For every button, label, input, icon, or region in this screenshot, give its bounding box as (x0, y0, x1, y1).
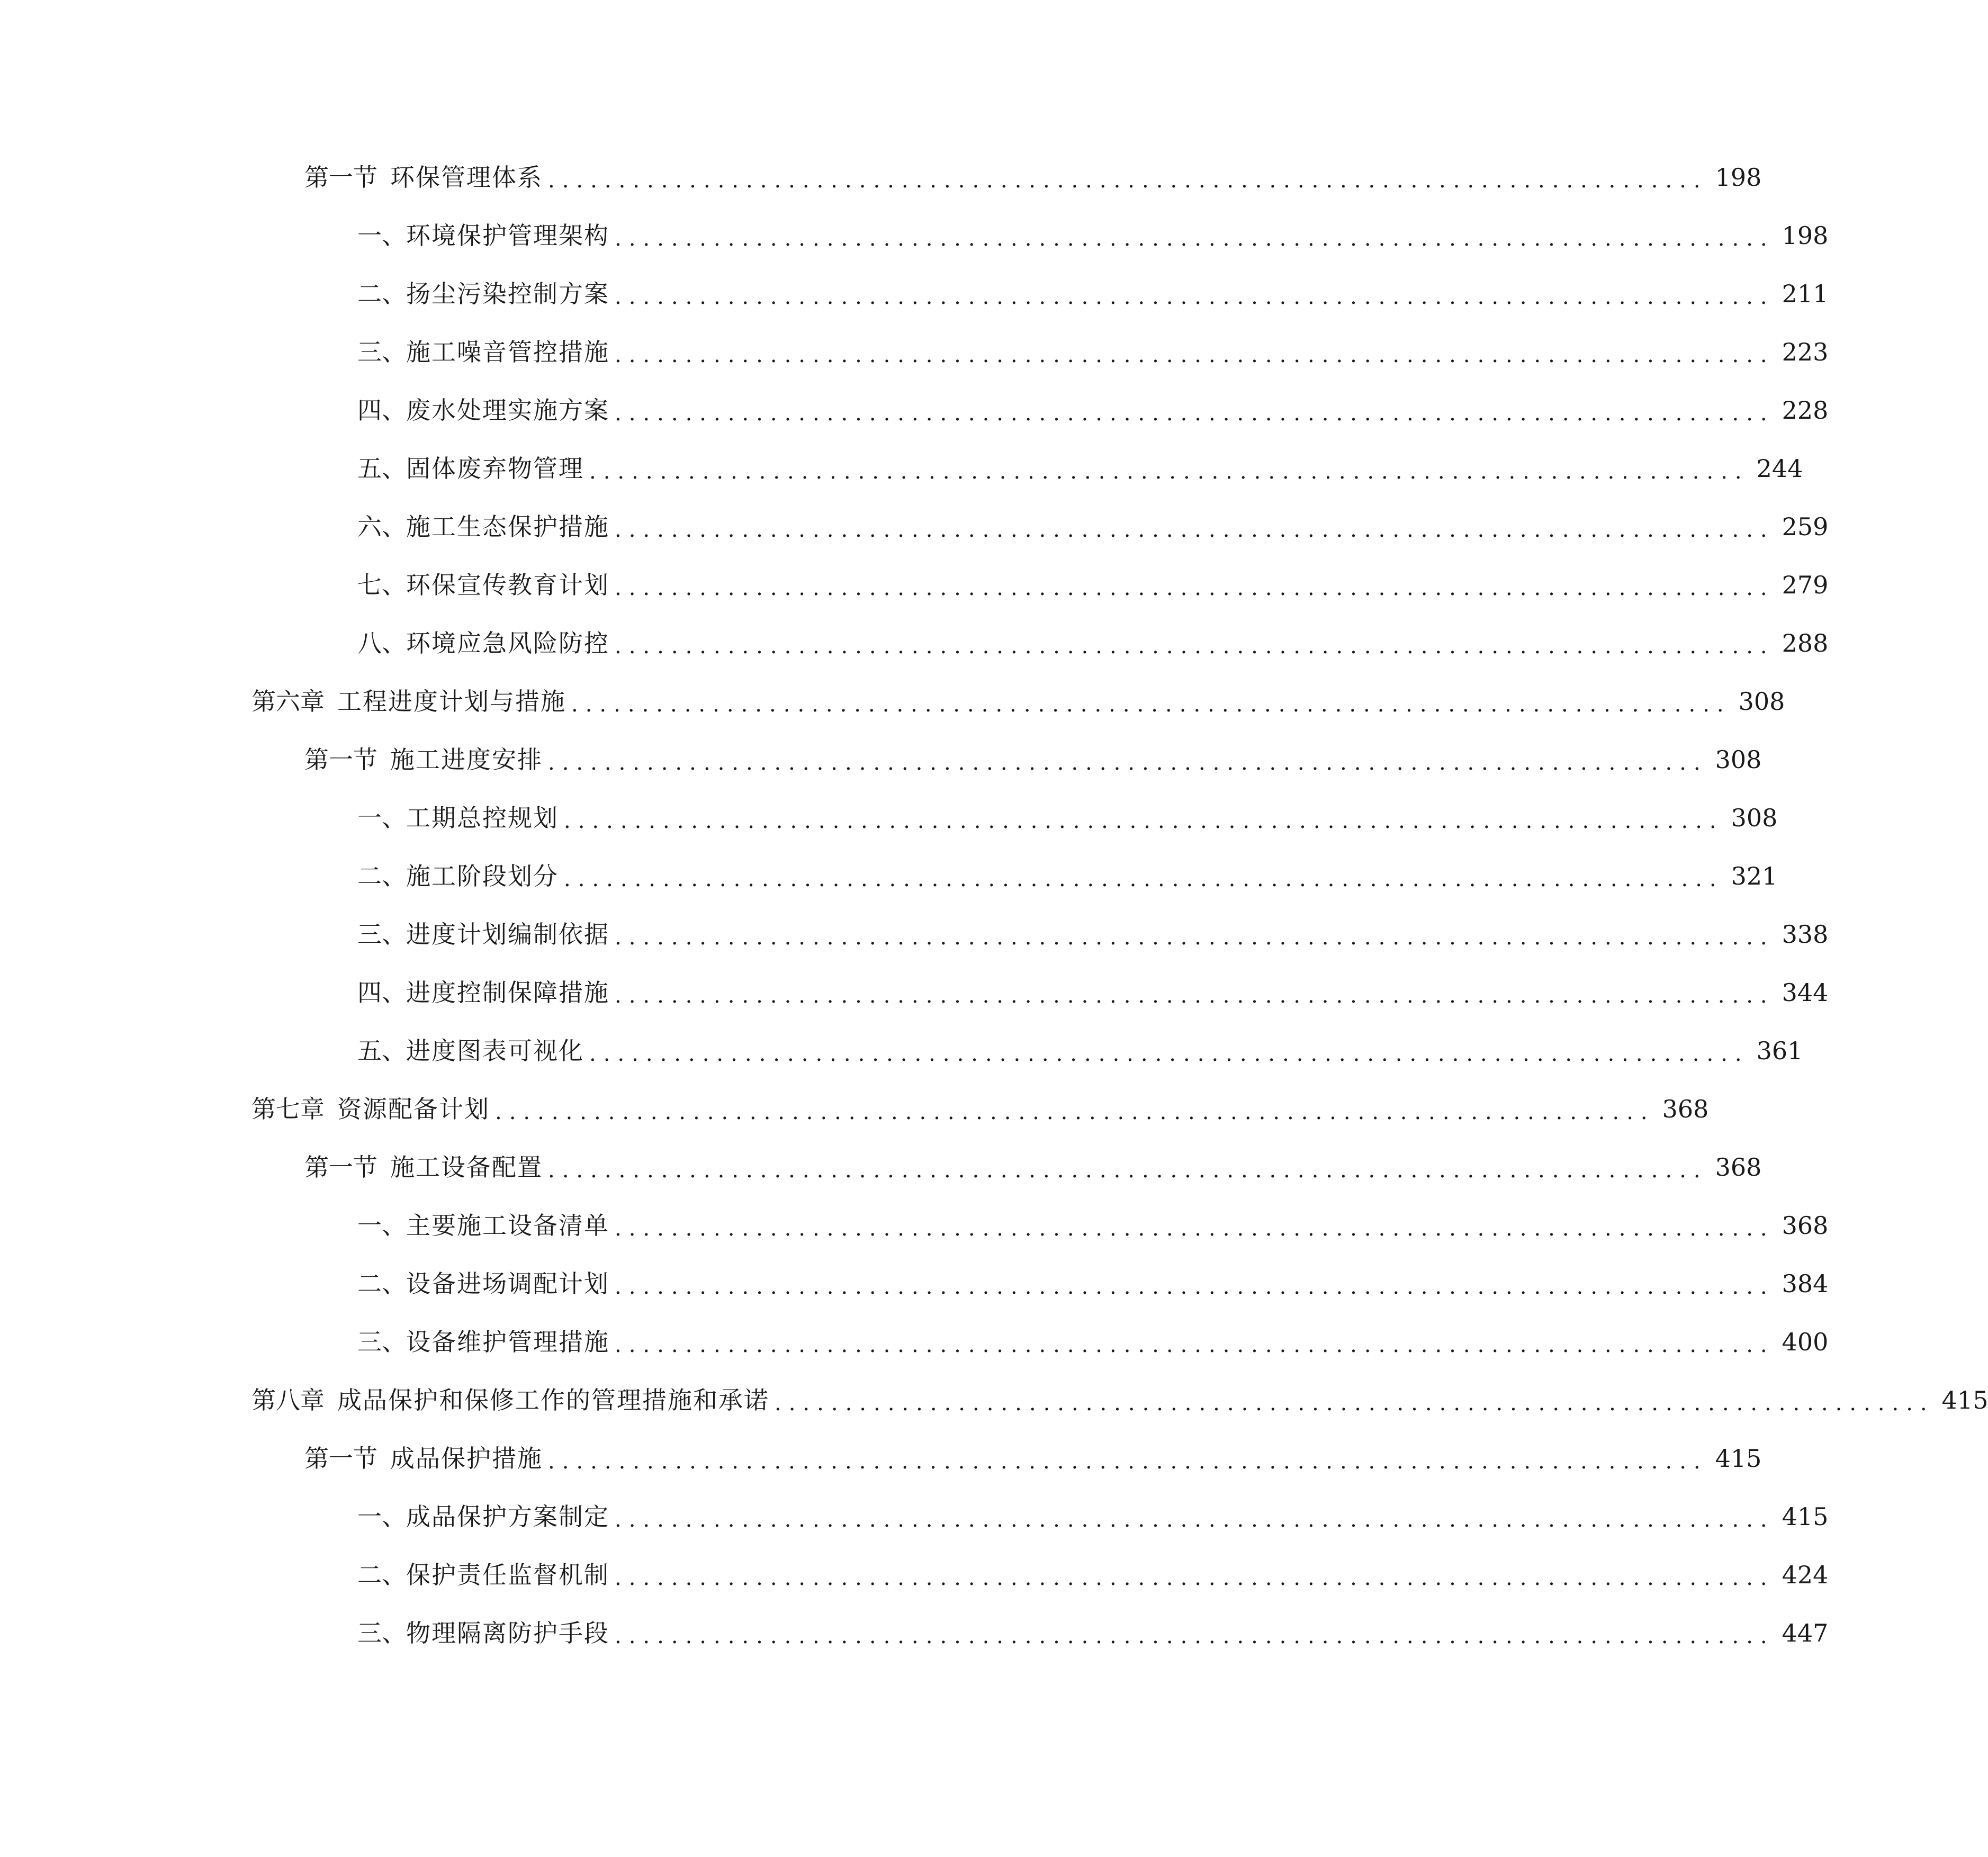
dot-leader: .................................................................................. (615, 1275, 1775, 1299)
toc-entry-page: 424 (1782, 1561, 1829, 1589)
dot-leader: .................................................................................. (548, 1449, 1708, 1474)
toc-entry[interactable] (357, 265, 1829, 323)
toc-entry-prefix: 第一节 (304, 1444, 377, 1473)
dot-leader: .................................................................................. (615, 1333, 1775, 1357)
toc-entry-page: 288 (1782, 629, 1829, 657)
toc-entry-page: 361 (1756, 1036, 1803, 1065)
toc-entry-title: 设备维护管理措施 (406, 1328, 609, 1356)
toc-entry-page: 259 (1782, 512, 1829, 541)
toc-entry-prefix: 二、 (357, 1561, 406, 1589)
toc-entry-page: 415 (1941, 1386, 1988, 1414)
dot-leader: .................................................................................. (615, 1566, 1775, 1590)
toc-entry-page: 279 (1782, 571, 1829, 599)
dot-leader: .................................................................................. (589, 1042, 1749, 1066)
toc-entry-prefix: 五、 (357, 454, 406, 483)
toc-entry[interactable] (251, 672, 1785, 731)
toc-entry-prefix: 二、 (357, 1269, 406, 1298)
toc-entry-page: 344 (1782, 978, 1829, 1007)
toc-entry-prefix: 第一节 (304, 163, 377, 192)
toc-entry[interactable] (251, 1371, 1988, 1429)
toc-entry-page: 308 (1731, 804, 1778, 832)
toc-entry[interactable] (357, 905, 1829, 963)
toc-entry-page: 244 (1756, 454, 1803, 483)
toc-entry-title: 工期总控规划 (406, 804, 559, 832)
toc-entry-prefix: 八、 (357, 629, 406, 657)
toc-entry[interactable] (357, 1022, 1803, 1080)
toc-entry[interactable] (357, 1255, 1829, 1313)
dot-leader: .................................................................................. (495, 1100, 1655, 1124)
toc-entry-title: 保护责任监督机制 (406, 1561, 609, 1589)
toc-entry-page: 415 (1782, 1502, 1829, 1531)
toc-entry-page: 338 (1782, 920, 1829, 949)
toc-entry-title: 施工噪音管控措施 (406, 338, 609, 366)
toc-entry[interactable] (357, 1313, 1829, 1371)
toc-entry-prefix: 一、 (357, 804, 406, 832)
dot-leader: .................................................................................. (615, 1508, 1775, 1532)
toc-entry-prefix: 三、 (357, 920, 406, 949)
dot-leader: .................................................................................. (775, 1391, 1935, 1416)
toc-entry-title: 环保宣传教育计划 (406, 571, 609, 599)
dot-leader: .................................................................................. (571, 692, 1731, 717)
toc-entry-title: 进度图表可视化 (406, 1036, 584, 1065)
toc-entry-title: 施工生态保护措施 (406, 512, 609, 541)
toc-entry-title: 工程进度计划与措施 (337, 687, 566, 716)
toc-entry-page: 368 (1782, 1211, 1829, 1240)
toc-entry-page: 447 (1782, 1619, 1829, 1647)
toc-entry[interactable] (304, 148, 1762, 206)
toc-entry-page: 198 (1715, 163, 1762, 192)
toc-entry-page: 321 (1731, 862, 1778, 890)
dot-leader: .................................................................................. (615, 576, 1775, 600)
toc-entry[interactable] (357, 381, 1829, 439)
toc-entry-title: 物理隔离防护手段 (406, 1619, 609, 1647)
toc-entry[interactable] (357, 1196, 1829, 1255)
toc-entry-prefix: 第一节 (304, 1153, 377, 1182)
toc-entry-page: 415 (1715, 1444, 1762, 1473)
toc-entry-prefix: 第一节 (304, 745, 377, 774)
toc-entry-prefix: 第七章 (251, 1095, 325, 1123)
toc-entry-title: 成品保护方案制定 (406, 1502, 609, 1531)
toc-entry-page: 223 (1782, 338, 1829, 366)
dot-leader: .................................................................................. (615, 518, 1775, 542)
toc-entry-page: 384 (1782, 1269, 1829, 1298)
toc-entry[interactable] (357, 847, 1778, 905)
toc-entry-prefix: 七、 (357, 571, 406, 599)
toc-entry-title: 进度控制保障措施 (406, 978, 609, 1007)
toc-entry-title: 主要施工设备清单 (406, 1211, 609, 1240)
dot-leader: .................................................................................. (615, 925, 1775, 950)
toc-entry-prefix: 三、 (357, 1328, 406, 1356)
toc-entry-prefix: 一、 (357, 1502, 406, 1531)
toc-entry-title: 扬尘污染控制方案 (406, 280, 609, 308)
toc-entry[interactable] (304, 1429, 1762, 1488)
toc-entry[interactable] (357, 1604, 1829, 1662)
toc-entry-title: 设备进场调配计划 (406, 1269, 609, 1298)
toc-entry[interactable] (357, 439, 1803, 498)
toc-entry-page: 228 (1782, 396, 1829, 425)
toc-entry[interactable] (357, 963, 1829, 1022)
dot-leader: .................................................................................. (615, 227, 1775, 251)
dot-leader: .................................................................................. (548, 751, 1708, 775)
toc-entry-title: 进度计划编制依据 (406, 920, 609, 949)
toc-entry[interactable] (357, 498, 1829, 556)
dot-leader: .................................................................................. (589, 459, 1749, 484)
toc-entry[interactable] (304, 1138, 1762, 1196)
toc-entry[interactable] (357, 206, 1829, 265)
dot-leader: .................................................................................. (564, 867, 1724, 891)
toc-entry-title: 固体废弃物管理 (406, 454, 584, 483)
toc-entry[interactable] (357, 614, 1829, 672)
dot-leader: .................................................................................. (615, 343, 1775, 367)
toc-entry-prefix: 四、 (357, 978, 406, 1007)
toc-entry-page: 400 (1782, 1328, 1829, 1356)
toc-entry-prefix: 四、 (357, 396, 406, 425)
dot-leader: .................................................................................. (548, 168, 1708, 193)
toc-entry-prefix: 一、 (357, 1211, 406, 1240)
toc-entry[interactable] (357, 556, 1829, 614)
toc-entry-prefix: 第六章 (251, 687, 325, 716)
toc-entry[interactable] (357, 323, 1829, 381)
toc-entry-page: 211 (1782, 280, 1829, 308)
toc-entry-page: 368 (1662, 1095, 1709, 1123)
dot-leader: .................................................................................. (615, 634, 1775, 659)
dot-leader: .................................................................................. (615, 984, 1775, 1008)
toc-entry[interactable] (357, 789, 1778, 847)
toc-entry-title: 环保管理体系 (390, 163, 543, 192)
dot-leader: .................................................................................. (615, 401, 1775, 426)
dot-leader: .................................................................................. (615, 1624, 1775, 1648)
toc-entry-title: 环境应急风险防控 (406, 629, 609, 657)
dot-leader: .................................................................................. (548, 1158, 1708, 1183)
toc-entry-title: 资源配备计划 (337, 1095, 490, 1123)
dot-leader: .................................................................................. (564, 809, 1724, 833)
toc-entry-prefix: 三、 (357, 338, 406, 366)
toc-entry-title: 成品保护和保修工作的管理措施和承诺 (337, 1386, 769, 1414)
toc-entry[interactable] (304, 731, 1762, 789)
toc-entry-page: 308 (1738, 687, 1785, 716)
toc-entry-prefix: 二、 (357, 280, 406, 308)
toc-entry-page: 308 (1715, 745, 1762, 774)
toc-entry-prefix: 第八章 (251, 1386, 325, 1414)
toc-entry-title: 施工设备配置 (390, 1153, 543, 1182)
toc-entry-title: 施工阶段划分 (406, 862, 559, 890)
toc-entry-title: 环境保护管理架构 (406, 221, 609, 250)
toc-entry-title: 废水处理实施方案 (406, 396, 609, 425)
toc-entry[interactable] (357, 1546, 1829, 1604)
toc-entry-title: 施工进度安排 (390, 745, 543, 774)
dot-leader: .................................................................................. (615, 1216, 1775, 1241)
toc-entry-prefix: 二、 (357, 862, 406, 890)
toc-entry-title: 成品保护措施 (390, 1444, 543, 1473)
toc-entry-prefix: 一、 (357, 221, 406, 250)
toc-entry-prefix: 五、 (357, 1036, 406, 1065)
toc-entry[interactable] (251, 1080, 1709, 1138)
toc-entry-page: 198 (1782, 221, 1829, 250)
toc-entry-prefix: 六、 (357, 512, 406, 541)
dot-leader: .................................................................................. (615, 285, 1775, 309)
toc-entry-page: 368 (1715, 1153, 1762, 1182)
toc-entry-prefix: 三、 (357, 1619, 406, 1647)
toc-entry[interactable] (357, 1488, 1829, 1546)
